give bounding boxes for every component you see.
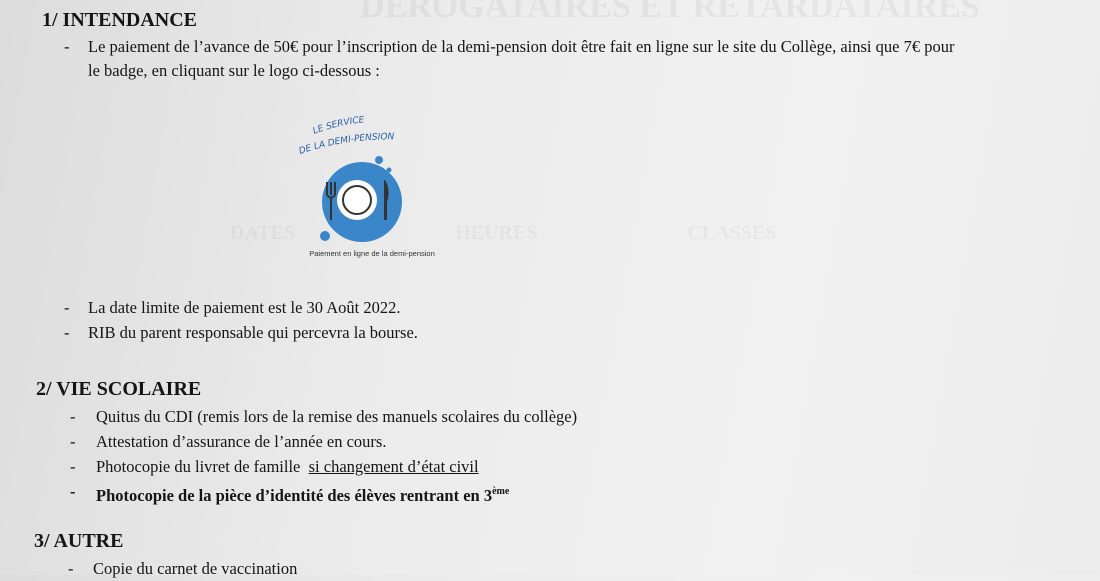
bullet-dash: -	[64, 298, 70, 317]
list-item	[64, 321, 964, 345]
demi-pension-logo-link[interactable]	[292, 110, 452, 270]
list-item	[64, 296, 964, 320]
list-item-text: Photocopie du livret de famille	[96, 457, 301, 476]
bullet-dash: -	[70, 407, 76, 426]
list-item-text: La date limite de paiement est le 30 Août 2022.	[88, 298, 401, 317]
svg-text:LE SERVICE	[312, 115, 366, 137]
list-item-text: Le paiement de l’avance de 50€ pour l’inscription de la demi-pension doit être fait en ligne sur le site du Collège, ainsi que 7€ pour	[88, 37, 955, 56]
bullet-dash: -	[70, 482, 76, 501]
list-item-text: le badge, en cliquant sur le logo ci-dessous :	[88, 61, 380, 80]
list-item-text: Quitus du CDI (remis lors de la remise des manuels scolaires du collège)	[96, 407, 578, 426]
superscript: ème	[492, 486, 510, 497]
logo-text-line2: DE LA DEMI-PENSION	[297, 132, 395, 157]
show-through-heading	[360, 0, 980, 26]
list-item-text: Photocopie de la pièce d’identité des élèves rentrant en 3	[96, 486, 493, 505]
svg-text:DE LA DEMI-PENSION	[298, 132, 395, 157]
bullet-dash: -	[70, 457, 76, 476]
demi-pension-logo	[292, 110, 452, 260]
bullet-dash: -	[68, 559, 74, 578]
list-item	[68, 557, 968, 581]
section-title-autre: 3/ AUTRE	[34, 530, 124, 552]
section-title-intendance: 1/ INTENDANCE	[42, 9, 198, 31]
list-item	[70, 455, 970, 479]
logo-caption: Paiement en ligne de la demi-pension	[309, 249, 435, 258]
underlined-condition: si changement d’état civil	[308, 457, 479, 476]
bullet-dash: -	[64, 37, 70, 56]
list-item	[70, 480, 970, 508]
logo-text-line1: LE SERVICE	[311, 115, 365, 137]
bullet-dash: -	[70, 432, 76, 451]
list-item-text: Copie du carnet de vaccination	[93, 559, 298, 578]
list-item	[70, 430, 970, 454]
bullet-dash: -	[64, 323, 70, 342]
list-item-text: RIB du parent responsable qui percevra la bourse.	[88, 323, 418, 342]
list-item-text: Attestation d’assurance de l’année en cours.	[96, 432, 387, 451]
list-item	[64, 35, 1084, 83]
section-title-vie-scolaire: 2/ VIE SCOLAIRE	[36, 378, 202, 400]
list-item	[70, 405, 970, 429]
